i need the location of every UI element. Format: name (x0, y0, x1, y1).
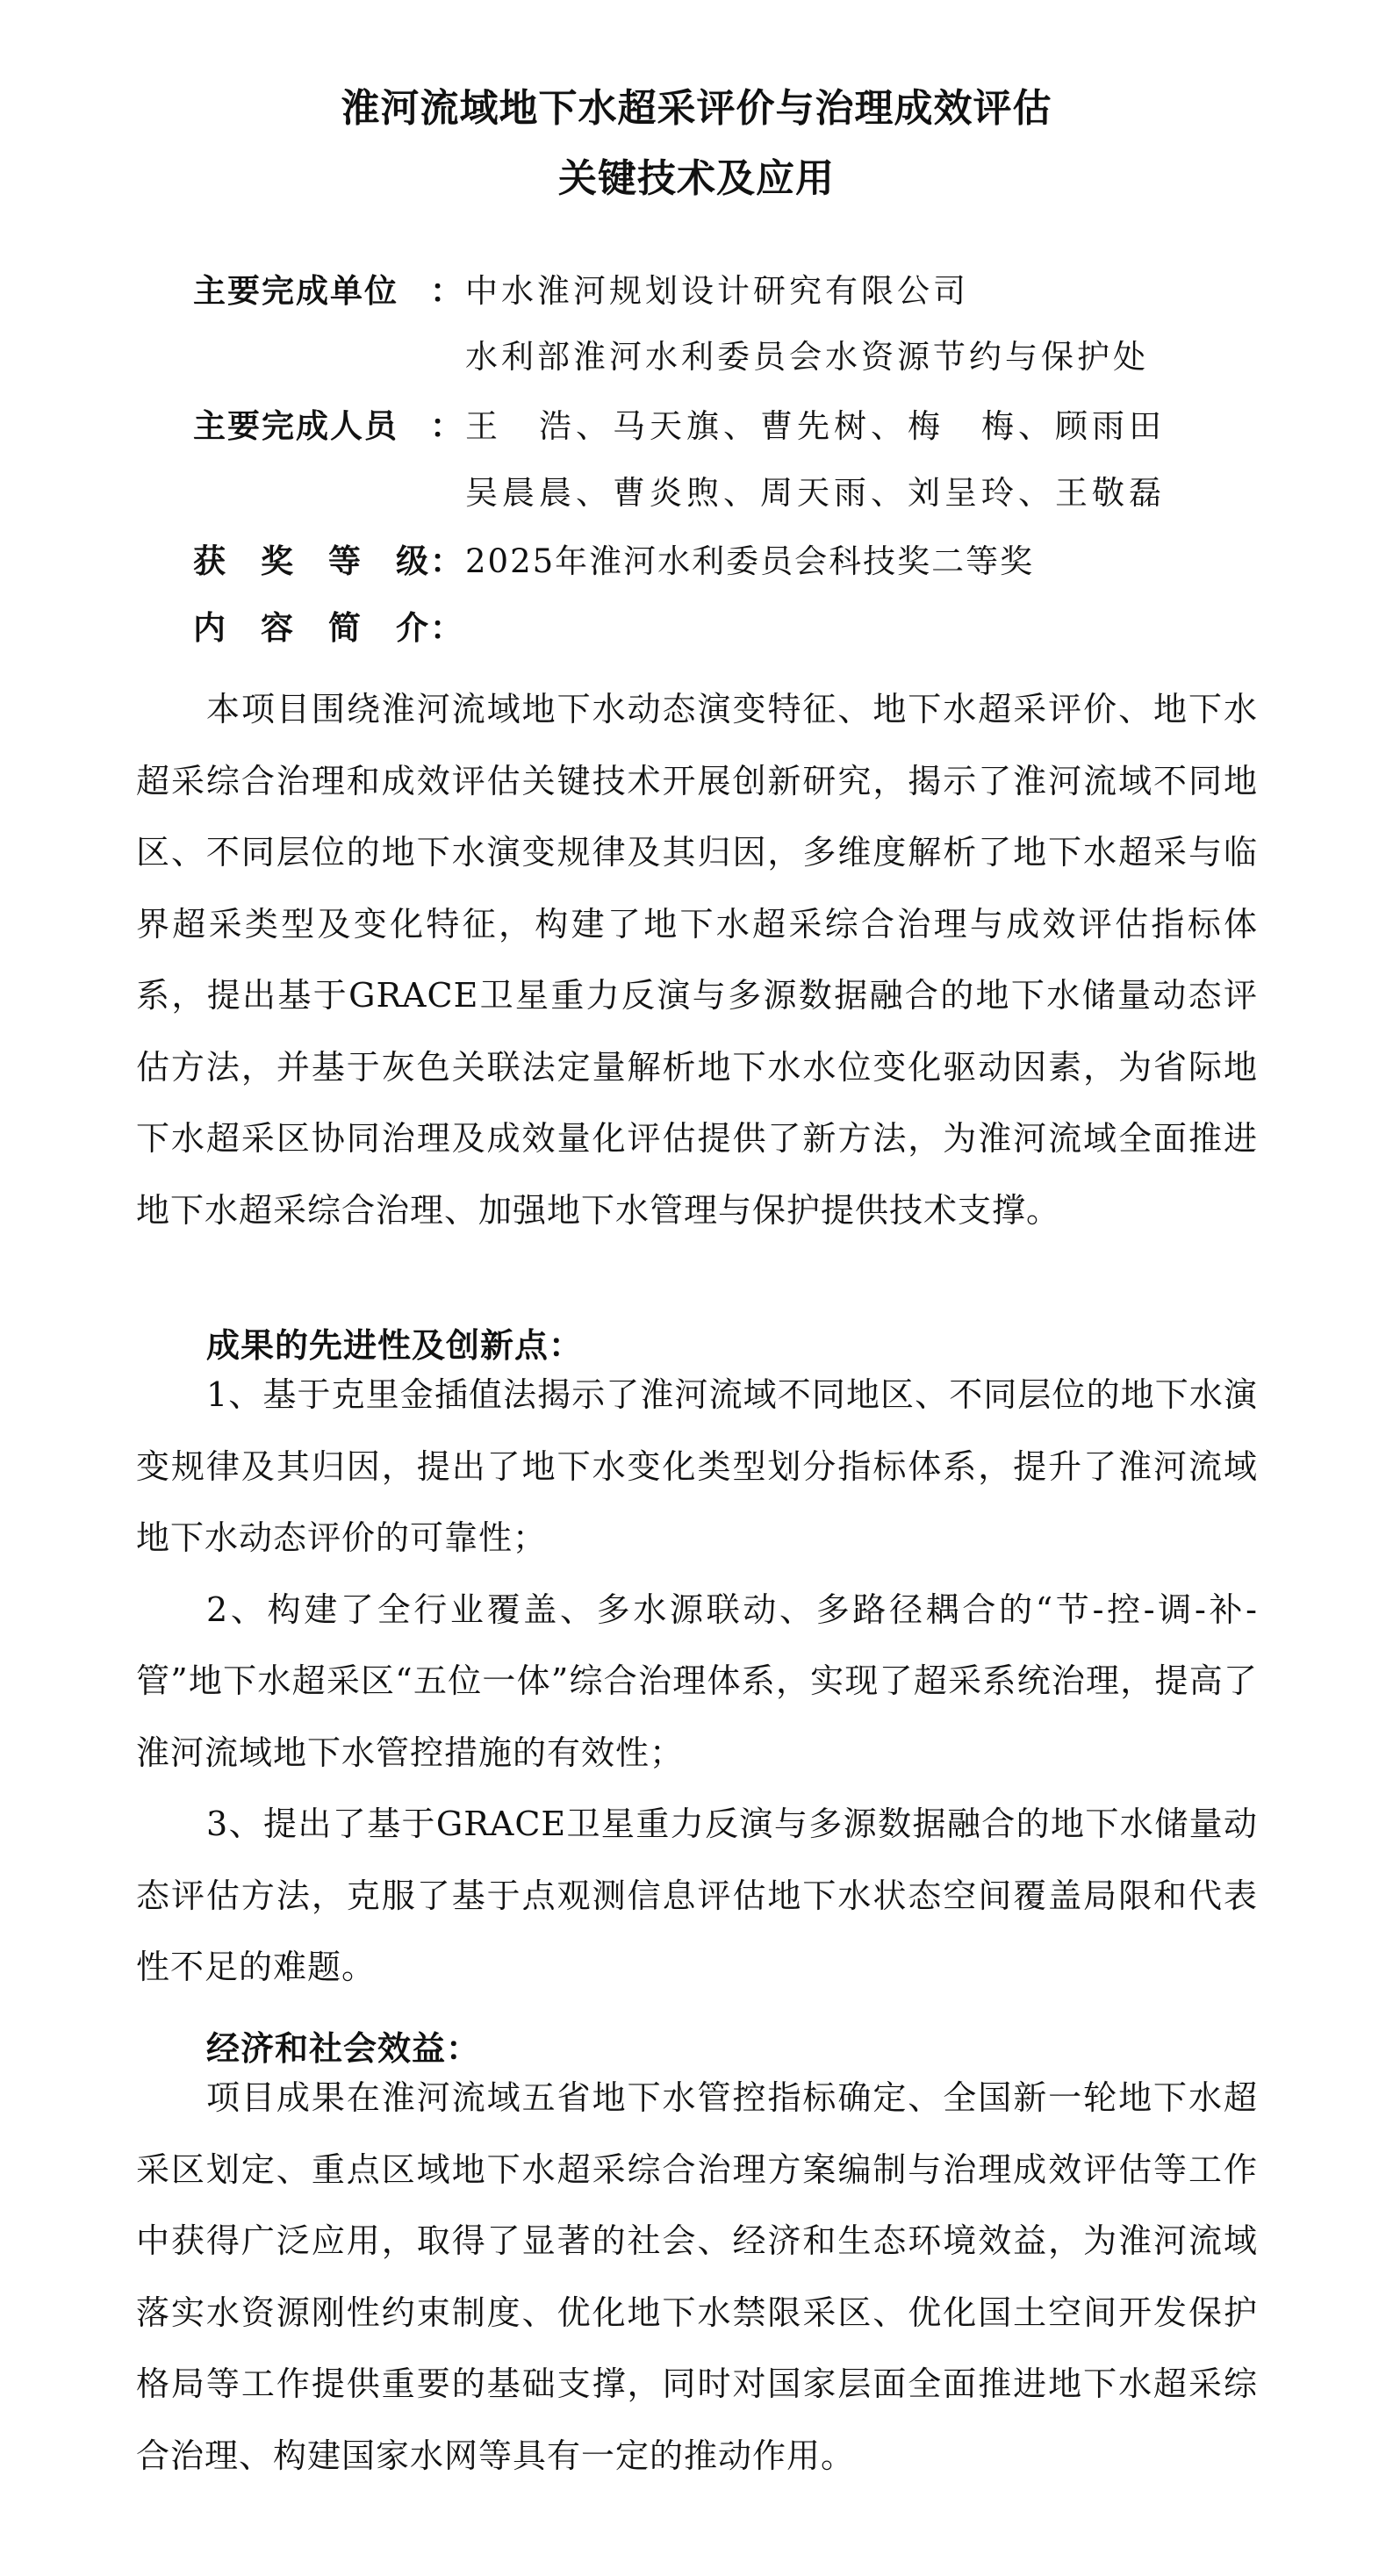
innovation-heading: 成果的先进性及创新点： (206, 1326, 584, 1365)
unit-1: 中水淮河规划设计研究有限公司 (465, 272, 969, 310)
benefits-heading: 经济和社会效益： (206, 2029, 481, 2068)
award-label: 获奖等级 (193, 542, 430, 580)
document-subtitle: 关键技术及应用 (558, 156, 835, 201)
award-value: 2025年淮河水利委员会科技奖二等奖 (465, 542, 1035, 580)
award-colon: ： (430, 542, 464, 580)
people-line-2: 吴晨晨、曹炎煦、周天雨、刘呈玲、王敬磊 (465, 474, 1166, 512)
summary-paragraph: 本项目围绕淮河流域地下水动态演变特征、地下水超采评价、地下水超采综合治理和成效评估关键技术开展创新研究，揭示了淮河流域不同地区、不同层位的地下水演变规律及其归因，多维度解析了地下水超采与临界超采类型及变化特征，构建了地下水超采综合治理与成效评估指标体系，提出基于GRACE卫星重力反演与多源数据融合的地下水储量动态评估方法，并基于灰色关联法定量解析地下水水位变化驱动因素，为省际地下水超采区协同治理及成效量化评估提供了新方法，为淮河流域全面推进地下水超采综合治理、加强地下水管理与保护提供技术支撑。 (136, 690, 1258, 1230)
benefits-section (136, 2063, 1258, 2492)
document-title: 淮河流域地下水超采评价与治理成效评估 (341, 86, 1052, 131)
summary-colon: ： (430, 609, 464, 647)
summary-label: 内容简介 (193, 609, 430, 647)
unit-2: 水利部淮河水利委员会水资源节约与保护处 (465, 338, 1149, 376)
summary-section (136, 674, 1258, 1246)
units-label: 主要完成单位 ： (193, 272, 464, 310)
people-label: 主要完成人员 ： (193, 407, 464, 445)
innovation-item-2: 2、构建了全行业覆盖、多水源联动、多路径耦合的“节-控-调-补-管”地下水超采区“五位一体”综合治理体系，实现了超采系统治理，提高了淮河流域地下水管控措施的有效性； (136, 1589, 1258, 1772)
innovation-item-3: 3、提出了基于GRACE卫星重力反演与多源数据融合的地下水储量动态评估方法，克服了基于点观测信息评估地下水状态空间覆盖局限和代表性不足的难题。 (136, 1805, 1258, 1986)
innovation-item-1: 1、基于克里金插值法揭示了淮河流域不同地区、不同层位的地下水演变规律及其归因，提出了地下水变化类型划分指标体系，提升了淮河流域地下水动态评价的可靠性； (136, 1375, 1258, 1557)
benefits-paragraph: 项目成果在淮河流域五省地下水管控指标确定、全国新一轮地下水超采区划定、重点区域地下水超采综合治理方案编制与治理成效评估等工作中获得广泛应用，取得了显著的社会、经济和生态环境效益，为淮河流域落实水资源刚性约束制度、优化地下水禁限采区、优化国土空间开发保护格局等工作提供重要的基础支撑，同时对国家层面全面推进地下水超采综合治理、构建国家水网等具有一定的推动作用。 (136, 2078, 1258, 2475)
innovation-section (136, 1360, 1258, 2004)
people-line-1: 王 浩、马天旗、曹先树、梅 梅、顾雨田 (465, 407, 1166, 445)
